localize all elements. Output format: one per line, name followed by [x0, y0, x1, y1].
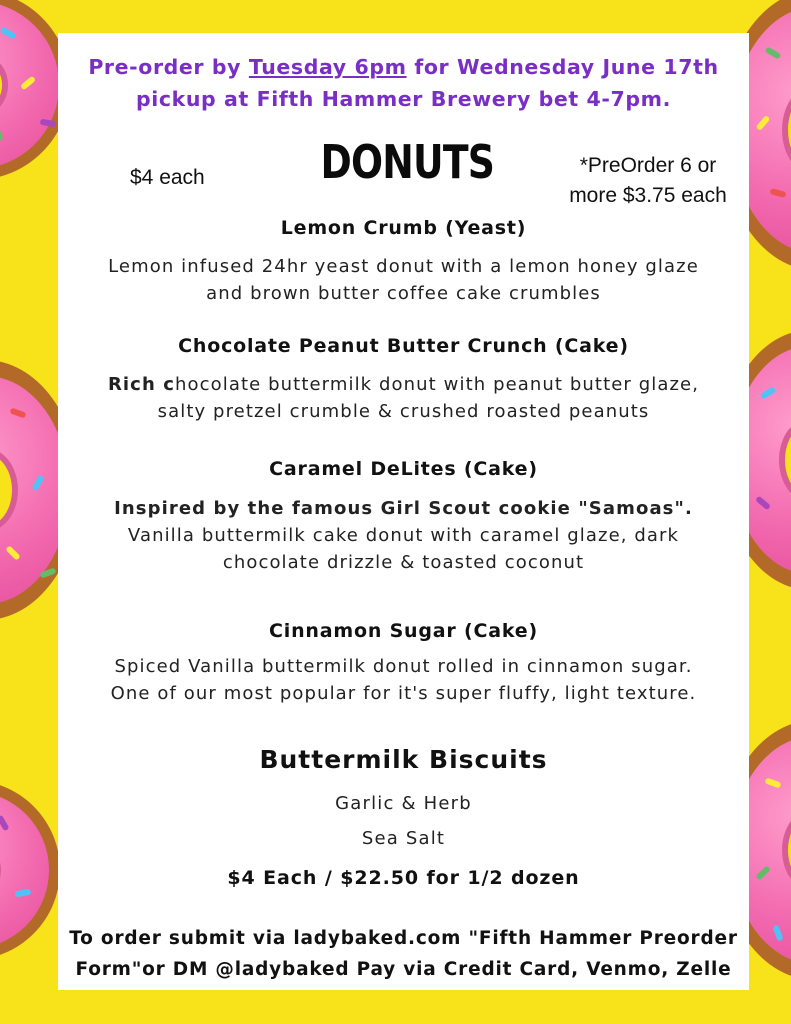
order-instructions — [58, 923, 749, 985]
donut-name: Cinnamon Sugar (Cake) — [269, 620, 538, 642]
preorder-header — [58, 51, 749, 115]
donut-description-line: Vanilla buttermilk cake donut with caramel glaze, dark — [127, 525, 680, 546]
preorder-price-line2: more $3.75 each — [569, 184, 727, 207]
preorder-header-line1 — [58, 51, 749, 83]
donut-description — [58, 371, 749, 425]
donut-name: Lemon Crumb (Yeast) — [280, 217, 527, 239]
header-deadline: Tuesday 6pm — [248, 55, 407, 79]
biscuit-price: $4 Each / $22.50 for 1/2 dozen — [227, 867, 580, 889]
biscuit-flavor: Sea Salt — [361, 828, 446, 849]
preorder-price-line1: *PreOrder 6 or — [579, 154, 717, 177]
menu-card — [58, 33, 749, 990]
donut-description-line — [58, 371, 749, 398]
order-instructions-line: To order submit via ladybaked.com "Fifth Hammer Preorder — [69, 928, 738, 949]
donut-description-line: Spiced Vanilla buttermilk donut rolled in cinnamon sugar. — [114, 656, 693, 677]
donut-description-line: Inspired by the famous Girl Scout cookie "Samoas". — [114, 498, 693, 519]
donut-description — [58, 253, 749, 307]
biscuits-title: Buttermilk Biscuits — [259, 745, 548, 774]
preorder-header-line2: pickup at Fifth Hammer Brewery bet 4-7pm. — [135, 87, 672, 111]
donut-description — [58, 495, 749, 576]
donut-description-line: salty pretzel crumble & crushed roasted peanuts — [157, 401, 650, 422]
donut-description-bold: Rich c — [107, 374, 176, 395]
donut-illustration-bottom-left — [0, 780, 60, 960]
donut-name: Chocolate Peanut Butter Crunch (Cake) — [178, 335, 629, 357]
biscuit-flavor: Garlic & Herb — [335, 793, 472, 814]
donut-description-line: Lemon infused 24hr yeast donut with a lemon honey glaze — [108, 256, 699, 277]
header-prefix: Pre-order by — [88, 55, 249, 79]
donut-description-line: and brown butter coffee cake crumbles — [206, 283, 601, 304]
donut-description — [58, 653, 749, 707]
header-suffix: for Wednesday June 17th — [406, 55, 719, 79]
page-title: DONUTS — [320, 135, 495, 189]
price-each: $4 each — [130, 166, 205, 189]
donut-description-line: chocolate drizzle & toasted coconut — [222, 552, 585, 573]
order-instructions-line: Form"or DM @ladybaked Pay via Credit Card, Venmo, Zelle — [75, 959, 732, 980]
donut-name: Caramel DeLites (Cake) — [269, 458, 538, 480]
preorder-price — [548, 151, 748, 211]
donut-description-line: One of our most popular for it's super fluffy, light texture. — [110, 683, 697, 704]
donut-description-text: hocolate buttermilk donut with peanut butter glaze, — [175, 374, 700, 395]
